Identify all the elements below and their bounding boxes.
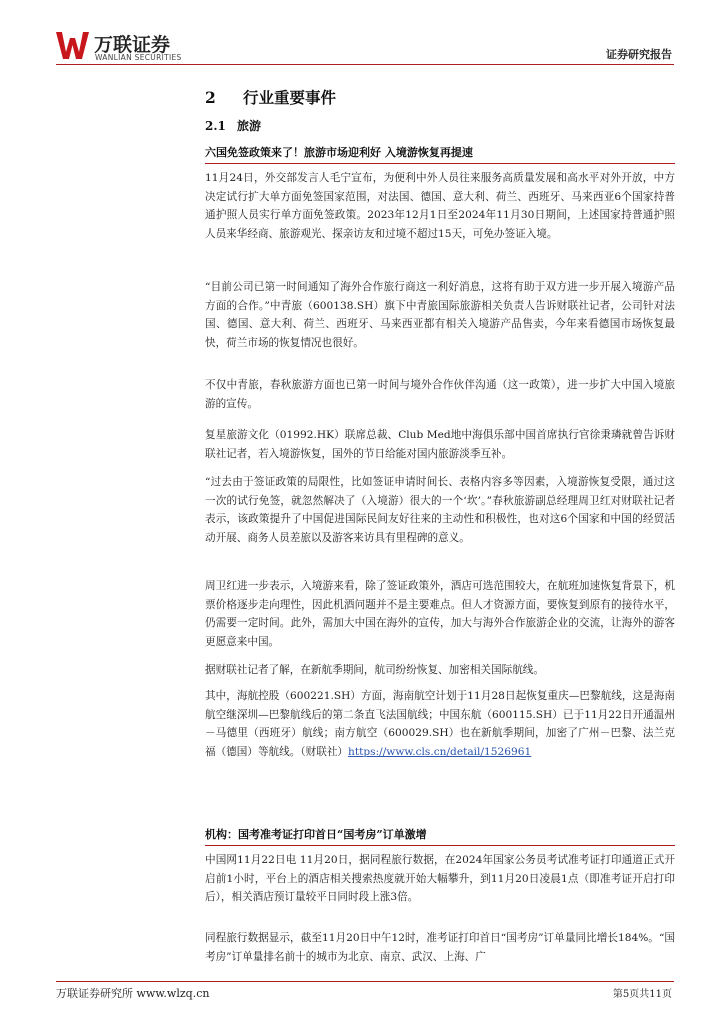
topic2-paragraph: 中国网11月22日电 11月20日，据同程旅行数据，在2024年国家公务员考试准考证打印通道正式开启前1小时，平台上的酒店相关搜索热度就开始大幅攀升，到11月20日凌晨1点（即准考证开启打印后），相关酒店预订量较平日同时段上涨3倍。 [205,854,675,904]
topic1-paragraph: 复星旅游文化（01992.HK）联席总裁、Club Med地中海俱乐部中国首席执行官徐秉璘就曾告诉财联社记者，若入境游恢复，国外的节日给能对国内旅游淡季互补。 [205,429,675,460]
topic1-paragraph: 不仅中青旅，春秋旅游方面也已第一时间与境外合作伙伴沟通（这一政策），进一步扩大中国入境旅游的宣传。 [205,379,675,410]
logo-text-cn: 万联证券 [94,34,171,56]
section-title: 行业重要事件 [243,88,337,107]
subsection-number: 2.1 [205,119,226,133]
page-header [0,0,724,70]
topic1-paragraph: “目前公司已第一时间通知了海外合作旅行商这一利好消息，这将有助于双方进一步开展入境游产品方面的合作。”中青旅（600138.SH）旗下中青旅国际旅游相关负责人告诉财联社记者，公司针对法国、德国、意大利、荷兰、西班牙、马来西亚都有相关入境游产品售卖，今年来看德国市场恢复最快，荷兰市场的恢复情况也很好。 [205,281,675,349]
topic2-title: 机构：国考准考证打印首日“国考房”订单激增 [205,828,427,841]
source-link[interactable]: https://www.cls.cn/detail/1526961 [348,745,532,758]
subsection-title: 旅游 [237,119,262,133]
topic1-divider [205,163,675,164]
footer-source: 万联证券研究所 www.wlzq.cn [56,987,210,1000]
header-divider [56,64,674,65]
section-heading [205,86,336,108]
topic1-paragraph-text: 其中，海航控股（600221.SH）方面，海南航空计划于11月28日起恢复重庆—巴黎航线，这是海南航空继深圳—巴黎航线后的第二条直飞法国航线；中国东航（600115.SH）已于11月22日开通温州－马德里（西班牙）航线；南方航空（600029.SH）也在新航季期间，加密了广州－巴黎、法兰克福（德国）等航线。（财联社） [205,690,675,758]
topic1-paragraph [205,687,675,761]
footer-divider [56,981,674,982]
topic1-title: 六国免签政策来了！旅游市场迎利好 入境游恢复再提速 [205,146,473,159]
section-number: 2 [205,88,216,107]
topic2-divider [205,845,675,846]
topic1-paragraph: 周卫红进一步表示，入境游来看，除了签证政策外，酒店可选范围较大，在航班加速恢复背景下，机票价格逐步走向理性，因此机酒问题并不是主要难点。但人才资源方面，要恢复到原有的接待水平，仍需要一定时间。此外，需加大中国在海外的宣传，加大与海外合作旅游企业的交流，让海外的游客更愿意来中国。 [205,580,675,648]
topic1-paragraph: 据财联社记者了解，在新航季期间，航司纷纷恢复、加密相关国际航线。 [205,664,544,676]
wanlian-logo-icon [56,30,90,60]
logo-text-en: WANLIAN SECURITIES [95,53,182,62]
topic1-paragraph: “过去由于签证政策的局限性，比如签证申请时间长、表格内容多等因素，入境游恢复受限，通过这一次的试行免签，就忽然解决了（入境游）很大的一个‘坎’。”春秋旅游副总经理周卫红对财联社记者表示，该政策提升了中国促进国际民间友好往来的主动性和积极性，也对这6个国家和中国的经贸活动开展、商务人员差旅以及游客来访具有里程碑的意义。 [205,476,675,544]
page-number: 第5页共11页 [612,989,672,1000]
subsection-heading [205,117,261,134]
topic1-paragraph: 11月24日，外交部发言人毛宁宣布，为便利中外人员往来服务高质量发展和高水平对外开放，中方决定试行扩大单方面免签国家范围，对法国、德国、意大利、荷兰、西班牙、马来西亚6个国家持普通护照人员实行单方面免签政策。2023年12月1日至2024年11月30日期间，上述国家持普通护照人员来华经商、旅游观光、探亲访友和过境不超过15天，可免办签证入境。 [205,172,675,240]
report-type-label: 证券研究报告 [606,48,672,61]
topic2-paragraph: 同程旅行数据显示，截至11月20日中午12时，准考证打印首日“国考房”订单量同比增长184%。“国考房”订单量排名前十的城市为北京、南京、武汉、上海、广 [205,932,675,963]
